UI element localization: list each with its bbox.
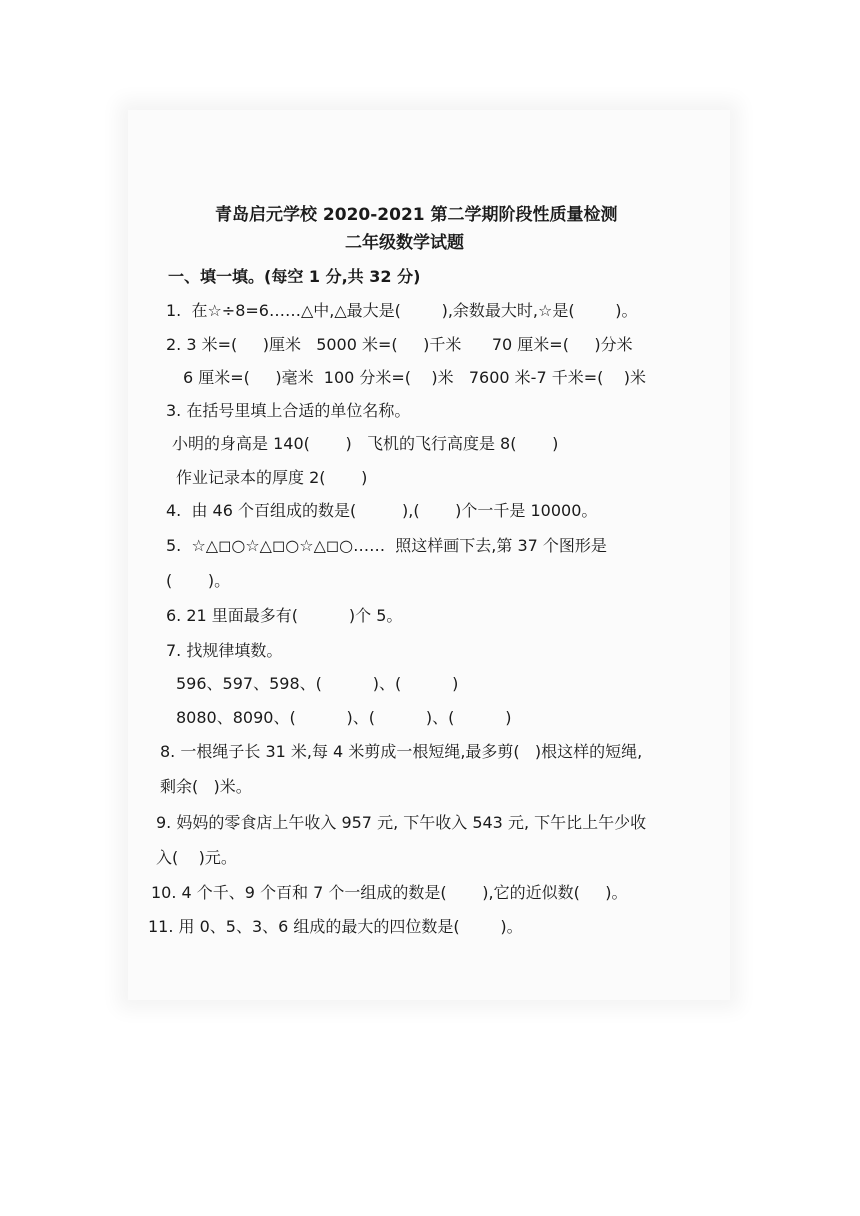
question-8-continued: 剩余( )米。	[160, 777, 252, 796]
question-7-line-1: 596、597、598、( )、( )	[176, 674, 459, 693]
question-3-line-2: 作业记录本的厚度 2( )	[176, 468, 368, 487]
question-11: 11. 用 0、5、3、6 组成的最大的四位数是( )。	[148, 917, 523, 936]
question-2-line-1: 2. 3 米=( )厘米 5000 米=( )千米 70 厘米=( )分米	[166, 335, 633, 354]
question-2-line-2: 6 厘米=( )毫米 100 分米=( )米 7600 米-7 千米=( )米	[183, 368, 646, 387]
question-1: 1. 在☆÷8=6……△中,△最大是( ),余数最大时,☆是( )。	[166, 301, 638, 320]
exam-title: 青岛启元学校 2020-2021 第二学期阶段性质量检测	[215, 205, 618, 225]
question-8: 8. 一根绳子长 31 米,每 4 米剪成一根短绳,最多剪( )根这样的短绳,	[160, 742, 643, 761]
question-7-line-2: 8080、8090、( )、( )、( )	[176, 708, 512, 727]
question-3-line-1: 小明的身高是 140( ) 飞机的飞行高度是 8( )	[172, 434, 559, 453]
question-5-continued: ( )。	[166, 571, 231, 590]
question-9: 9. 妈妈的零食店上午收入 957 元, 下午收入 543 元, 下午比上午少收	[156, 813, 647, 832]
question-5: 5. ☆△◻○☆△◻○☆△◻○…… 照这样画下去,第 37 个图形是	[166, 536, 607, 555]
question-10: 10. 4 个千、9 个百和 7 个一组成的数是( ),它的近似数( )。	[151, 883, 628, 902]
question-9-continued: 入( )元。	[156, 848, 237, 867]
section-heading: 一、填一填。(每空 1 分,共 32 分)	[168, 267, 421, 286]
question-6: 6. 21 里面最多有( )个 5。	[166, 606, 403, 625]
exam-subtitle: 二年级数学试题	[345, 233, 464, 253]
question-4: 4. 由 46 个百组成的数是( ),( )个一千是 10000。	[166, 501, 598, 520]
question-7: 7. 找规律填数。	[166, 641, 283, 660]
question-3: 3. 在括号里填上合适的单位名称。	[166, 401, 411, 420]
